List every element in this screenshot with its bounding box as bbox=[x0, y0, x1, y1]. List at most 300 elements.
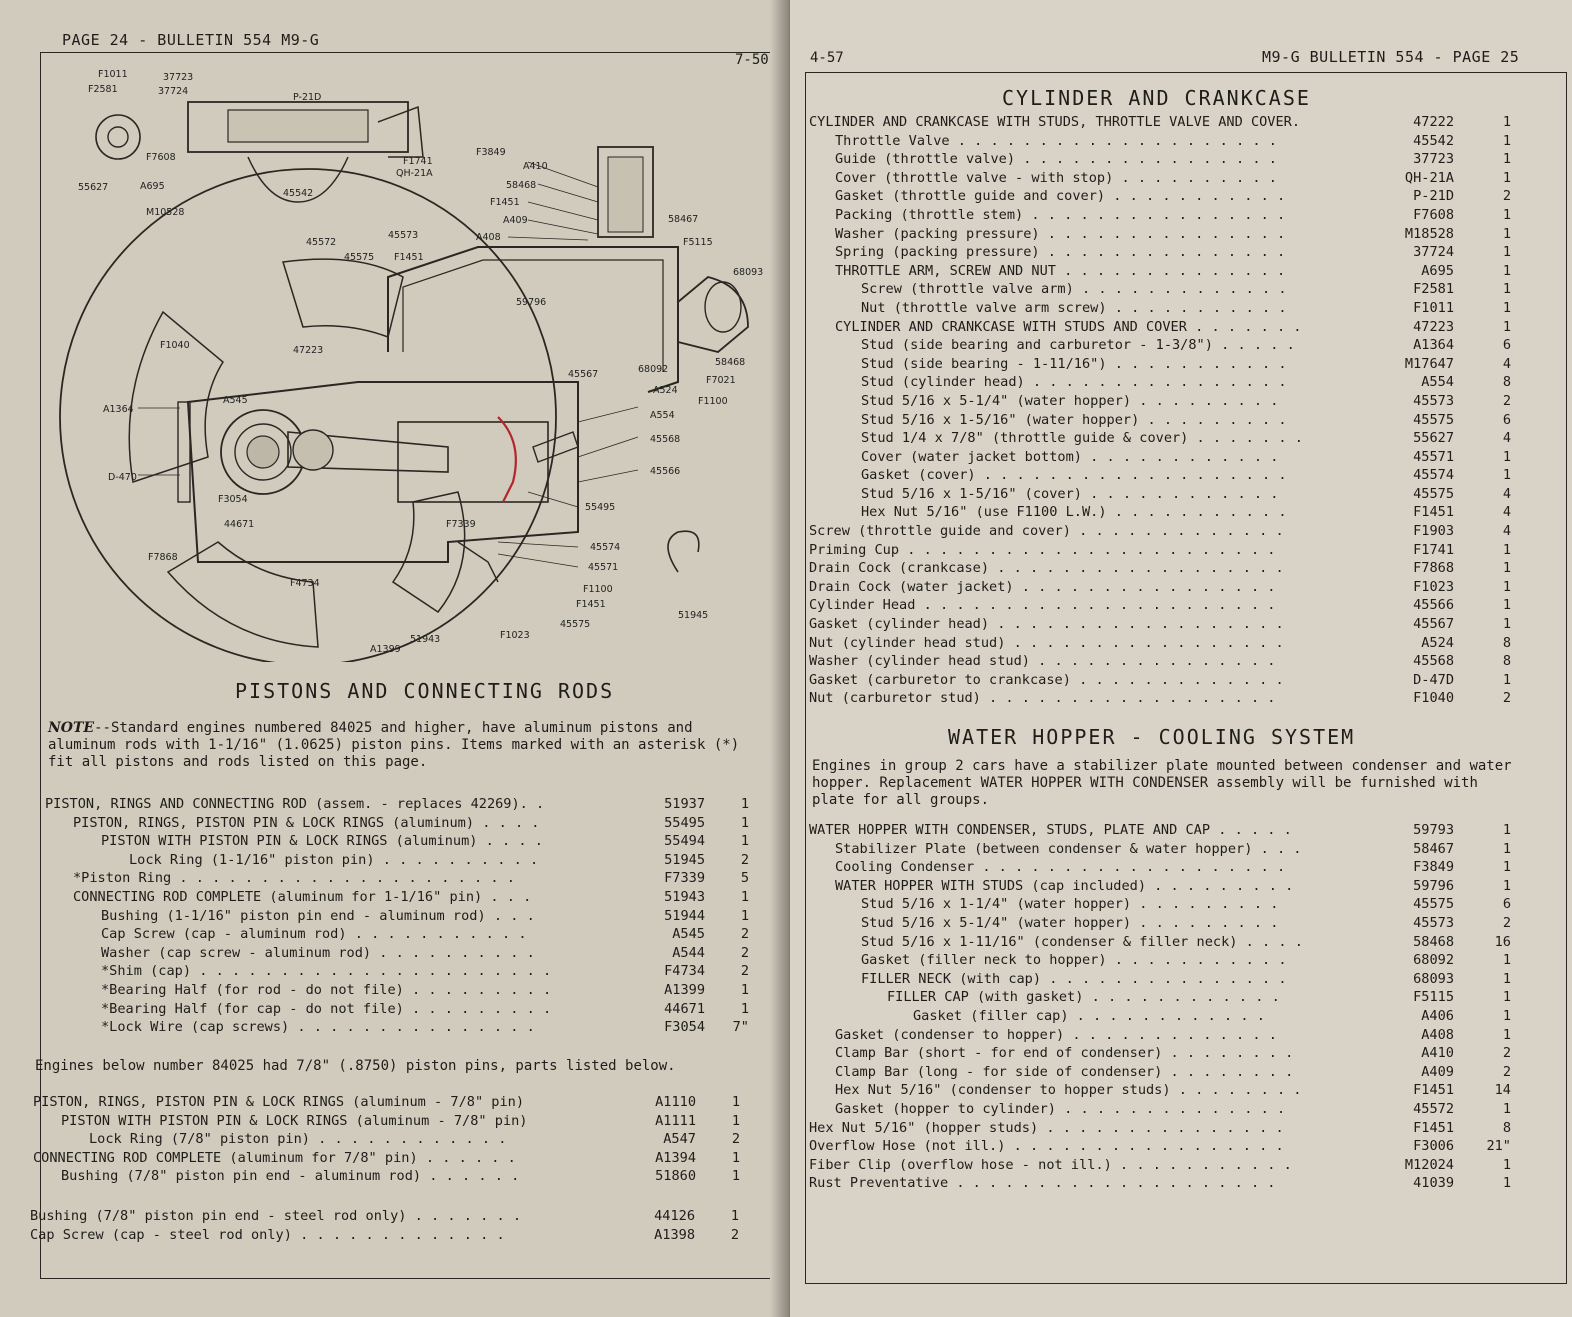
part-number: 45566 bbox=[1413, 597, 1454, 614]
part-quantity: 1 bbox=[731, 1112, 740, 1129]
part-quantity: 6 bbox=[1502, 411, 1511, 428]
part-description: Gasket (filler neck to hopper) . . . . . . . . . . . bbox=[861, 952, 1287, 969]
part-description: Stud 5/16 x 1-5/16" (water hopper) . . . . . . . . . bbox=[861, 411, 1287, 428]
parts-row bbox=[809, 356, 1524, 375]
callout-label: M10528 bbox=[146, 207, 185, 218]
parts-row bbox=[809, 430, 1524, 449]
section-title-pistons: PISTONS AND CONNECTING RODS bbox=[235, 679, 615, 703]
part-quantity: 1 bbox=[1502, 262, 1511, 279]
callout-label: A524 bbox=[653, 385, 678, 396]
parts-row bbox=[45, 1001, 765, 1020]
callout-label: QH-21A bbox=[396, 168, 433, 179]
part-quantity: 1 bbox=[1502, 132, 1511, 149]
part-number: A1110 bbox=[655, 1094, 696, 1110]
part-number: F1023 bbox=[1413, 578, 1454, 595]
part-number: 45573 bbox=[1413, 914, 1454, 931]
callout-label: F3054 bbox=[218, 494, 248, 505]
callout-label: A545 bbox=[223, 395, 248, 406]
part-number: M18528 bbox=[1404, 225, 1454, 242]
parts-row bbox=[809, 467, 1524, 486]
part-number: A409 bbox=[1421, 1063, 1454, 1080]
part-quantity: 4 bbox=[1502, 430, 1511, 447]
part-quantity: 4 bbox=[1502, 504, 1511, 521]
part-quantity: 6 bbox=[1502, 337, 1511, 354]
part-description: Nut (carburetor stud) . . . . . . . . . . . . . . . . . . bbox=[809, 690, 1276, 707]
part-description: Stud 5/16 x 1-5/16" (cover) . . . . . . . . . . . . bbox=[861, 485, 1279, 502]
part-quantity: 1 bbox=[1502, 970, 1511, 987]
parts-row bbox=[45, 945, 765, 964]
part-number: A545 bbox=[672, 926, 705, 943]
part-description: Stud 1/4 x 7/8" (throttle guide & cover) . . . . . . . bbox=[861, 430, 1303, 447]
callout-label: D-470 bbox=[108, 472, 137, 483]
part-quantity: 1 bbox=[740, 888, 749, 905]
part-number: F3054 bbox=[664, 1019, 705, 1036]
part-quantity: 2 bbox=[1502, 1045, 1511, 1062]
part-description: Gasket (condenser to hopper) . . . . . . . . . . . . . bbox=[835, 1026, 1277, 1043]
part-description: *Bearing Half (for rod - do not file) . . . . . . . . . bbox=[101, 981, 552, 998]
callout-label: F4734 bbox=[290, 578, 320, 589]
part-description: CYLINDER AND CRANKCASE WITH STUDS AND COVER . . . . . . . bbox=[835, 318, 1302, 335]
part-description: Screw (throttle valve arm) . . . . . . . . . . . . . bbox=[861, 281, 1287, 298]
note-label: NOTE bbox=[48, 720, 95, 736]
parts-row bbox=[809, 449, 1524, 468]
part-description: CONNECTING ROD COMPLETE (aluminum for 7/8" pin) . . . . . . bbox=[33, 1149, 516, 1166]
part-quantity: 1 bbox=[1502, 244, 1511, 261]
part-description: Cover (throttle valve - with stop) . . . . . . . . . . bbox=[835, 169, 1277, 186]
part-quantity: 1 bbox=[731, 1149, 740, 1166]
parts-row bbox=[45, 852, 765, 871]
parts-row bbox=[809, 1082, 1524, 1101]
part-number: F3849 bbox=[1413, 859, 1454, 876]
part-description: *Piston Ring . . . . . . . . . . . . . . . . . . . . . bbox=[73, 870, 515, 887]
callout-label: A695 bbox=[140, 181, 165, 192]
parts-row bbox=[809, 1120, 1524, 1139]
callout-label: A410 bbox=[523, 161, 548, 172]
part-description: Stud 5/16 x 1-1/4" (water hopper) . . . . . . . . . bbox=[861, 896, 1279, 913]
part-quantity: 1 bbox=[1502, 822, 1511, 838]
part-number: 45575 bbox=[1413, 411, 1454, 428]
part-number: A410 bbox=[1421, 1045, 1454, 1062]
parts-row bbox=[809, 244, 1524, 263]
part-number: 45573 bbox=[1413, 392, 1454, 409]
parts-row bbox=[30, 1227, 760, 1246]
part-description: Bushing (7/8" piston pin end - aluminum rod) . . . . . . bbox=[61, 1168, 520, 1185]
part-quantity: 1 bbox=[740, 907, 749, 924]
part-description: Stabilizer Plate (between condenser & water hopper) . . . bbox=[835, 840, 1302, 857]
callout-label: 68093 bbox=[733, 267, 764, 278]
part-quantity: 1 bbox=[1502, 1175, 1511, 1192]
parts-row bbox=[809, 393, 1524, 412]
part-number: 47223 bbox=[1413, 318, 1454, 335]
parts-row bbox=[809, 133, 1524, 152]
part-description: Stud 5/16 x 5-1/4" (water hopper) . . . . . . . . . bbox=[861, 914, 1279, 931]
part-quantity: 1 bbox=[1502, 448, 1511, 465]
section-title-cylinder: CYLINDER AND CRANKCASE bbox=[1002, 86, 1311, 110]
parts-row bbox=[809, 151, 1524, 170]
parts-row bbox=[809, 635, 1524, 654]
part-quantity: 1 bbox=[1502, 1100, 1511, 1117]
parts-row bbox=[809, 1175, 1524, 1194]
part-description: Gasket (cylinder head) . . . . . . . . . . . . . . . . . . bbox=[809, 616, 1284, 633]
parts-list-steel-rod bbox=[30, 1208, 760, 1245]
part-description: Stud (side bearing and carburetor - 1-3/8") . . . . . bbox=[861, 337, 1295, 354]
callout-label: F1451 bbox=[490, 197, 520, 208]
part-quantity: 1 bbox=[740, 814, 749, 831]
part-quantity: 1 bbox=[1502, 1007, 1511, 1024]
part-number: 45568 bbox=[1413, 653, 1454, 670]
left-page-header: PAGE 24 - BULLETIN 554 M9-G bbox=[62, 31, 320, 49]
part-number: F1011 bbox=[1413, 299, 1454, 316]
parts-row bbox=[809, 1064, 1524, 1083]
callout-label: F7608 bbox=[146, 152, 176, 163]
callout-label: 58468 bbox=[506, 180, 537, 191]
part-number: 58468 bbox=[1413, 933, 1454, 950]
callout-label: F1100 bbox=[583, 584, 613, 595]
part-number: A1399 bbox=[664, 981, 705, 998]
callout-label: 58467 bbox=[668, 214, 699, 225]
part-number: F1451 bbox=[1413, 1082, 1454, 1099]
callout-label: 45572 bbox=[306, 237, 337, 248]
callout-label: F1451 bbox=[576, 599, 606, 610]
water-hopper-note: Engines in group 2 cars have a stabilizer plate mounted between condenser and water hopper. Replacement WATER HOPPER WITH CONDENSER assembly will be furnished with plate for all groups. bbox=[812, 758, 1512, 808]
parts-row bbox=[809, 504, 1524, 523]
parts-row bbox=[809, 822, 1524, 841]
parts-row bbox=[809, 989, 1524, 1008]
part-description: WATER HOPPER WITH CONDENSER, STUDS, PLATE AND CAP . . . . . bbox=[809, 822, 1292, 838]
part-number: 51937 bbox=[664, 796, 705, 812]
part-number: 51944 bbox=[664, 907, 705, 924]
parts-row bbox=[809, 337, 1524, 356]
part-number: 51945 bbox=[664, 851, 705, 868]
callout-label: 47223 bbox=[293, 345, 324, 356]
parts-row bbox=[809, 263, 1524, 282]
callout-label: 55495 bbox=[585, 502, 616, 513]
part-description: Washer (packing pressure) . . . . . . . . . . . . . . . bbox=[835, 225, 1286, 242]
part-number: A524 bbox=[1421, 634, 1454, 651]
callout-label: F1011 bbox=[98, 69, 128, 80]
callout-label: 44671 bbox=[224, 519, 255, 530]
part-description: PISTON WITH PISTON PIN & LOCK RINGS (aluminum - 7/8" pin) bbox=[61, 1112, 528, 1129]
parts-row bbox=[45, 908, 765, 927]
part-description: Stud (side bearing - 1-11/16") . . . . . . . . . . . bbox=[861, 355, 1287, 372]
part-quantity: 1 bbox=[1502, 578, 1511, 595]
callout-label: F1451 bbox=[394, 252, 424, 263]
part-number: 45571 bbox=[1413, 448, 1454, 465]
note-paragraph bbox=[48, 720, 760, 771]
part-description: PISTON WITH PISTON PIN & LOCK RINGS (aluminum) . . . . bbox=[101, 833, 543, 850]
part-number: 41039 bbox=[1413, 1175, 1454, 1192]
parts-row bbox=[809, 486, 1524, 505]
part-description: Guide (throttle valve) . . . . . . . . . . . . . . . . bbox=[835, 151, 1277, 168]
part-number: 55494 bbox=[664, 833, 705, 850]
part-quantity: 1 bbox=[1502, 299, 1511, 316]
part-description: Fiber Clip (overflow hose - not ill.) . . . . . . . . . . . bbox=[809, 1156, 1292, 1173]
part-number: 45542 bbox=[1413, 132, 1454, 149]
part-description: Gasket (filler cap) . . . . . . . . . . . . bbox=[913, 1007, 1265, 1024]
part-quantity: 1 bbox=[731, 1168, 740, 1185]
part-description: Hex Nut 5/16" (hopper studs) . . . . . . . . . . . . . . . bbox=[809, 1119, 1284, 1136]
callout-label: F7868 bbox=[148, 552, 178, 563]
part-description: Drain Cock (crankcase) . . . . . . . . . . . . . . . . . . bbox=[809, 560, 1284, 577]
part-description: Cover (water jacket bottom) . . . . . . . . . . . . bbox=[861, 448, 1279, 465]
part-number: 47222 bbox=[1413, 114, 1454, 130]
part-quantity: 1 bbox=[1502, 151, 1511, 168]
part-number: 45567 bbox=[1413, 616, 1454, 633]
parts-row bbox=[809, 170, 1524, 189]
part-number: A1364 bbox=[1413, 337, 1454, 354]
part-description: Washer (cap screw - aluminum rod) . . . . . . . . . . bbox=[101, 944, 535, 961]
parts-row bbox=[809, 188, 1524, 207]
part-quantity: 6 bbox=[1502, 896, 1511, 913]
part-number: 45575 bbox=[1413, 485, 1454, 502]
callout-label: F7021 bbox=[706, 375, 736, 386]
callout-label: A409 bbox=[503, 215, 528, 226]
part-quantity: 4 bbox=[1502, 485, 1511, 502]
part-number: 45575 bbox=[1413, 896, 1454, 913]
left-corner-date: 7-50 bbox=[735, 52, 769, 68]
callout-label: A554 bbox=[650, 410, 675, 421]
callout-label: A1399 bbox=[370, 644, 401, 655]
callout-label: 55627 bbox=[78, 182, 109, 193]
part-quantity: 1 bbox=[740, 1000, 749, 1017]
part-quantity: 2 bbox=[1502, 392, 1511, 409]
engine-cross-section-diagram bbox=[58, 62, 773, 662]
part-description: Cooling Condenser . . . . . . . . . . . . . . . . . . . bbox=[835, 859, 1286, 876]
part-description: Priming Cup . . . . . . . . . . . . . . . . . . . . . . . bbox=[809, 541, 1276, 558]
part-quantity: 2 bbox=[740, 851, 749, 868]
callout-label: 59796 bbox=[516, 297, 547, 308]
part-quantity: 4 bbox=[1502, 523, 1511, 540]
callout-label: F5115 bbox=[683, 237, 713, 248]
parts-row bbox=[45, 982, 765, 1001]
part-quantity: 2 bbox=[731, 1131, 740, 1148]
part-number: 68092 bbox=[1413, 952, 1454, 969]
part-description: Hex Nut 5/16" (condenser to hopper studs) . . . . . . . . bbox=[835, 1082, 1302, 1099]
part-description: Stud 5/16 x 1-11/16" (condenser & filler neck) . . . . bbox=[861, 933, 1303, 950]
parts-row bbox=[809, 878, 1524, 897]
parts-list-aluminum-1-1-16 bbox=[45, 796, 765, 1038]
part-description: Gasket (carburetor to crankcase) . . . . . . . . . . . . . bbox=[809, 671, 1284, 688]
callout-label: 45568 bbox=[650, 434, 681, 445]
right-page bbox=[790, 0, 1572, 1317]
part-description: PISTON, RINGS AND CONNECTING ROD (assem. - replaces 42269). . bbox=[45, 796, 545, 812]
part-quantity: 1 bbox=[740, 796, 749, 812]
callout-label: 45542 bbox=[283, 188, 314, 199]
engines-below-note: Engines below number 84025 had 7/8" (.8750) piston pins, parts listed below. bbox=[35, 1058, 676, 1074]
callout-label: 51945 bbox=[678, 610, 709, 621]
parts-row bbox=[809, 319, 1524, 338]
part-number: F3006 bbox=[1413, 1138, 1454, 1155]
part-quantity: 1 bbox=[740, 981, 749, 998]
part-description: Overflow Hose (not ill.) . . . . . . . . . . . . . . . . . bbox=[809, 1138, 1284, 1155]
part-description: Spring (packing pressure) . . . . . . . . . . . . . . . bbox=[835, 244, 1286, 261]
part-description: THROTTLE ARM, SCREW AND NUT . . . . . . . . . . . . . . bbox=[835, 262, 1286, 279]
part-quantity: 1 bbox=[1502, 281, 1511, 298]
part-quantity: 1 bbox=[1502, 114, 1511, 130]
parts-row bbox=[45, 796, 765, 815]
parts-row bbox=[45, 963, 765, 982]
part-quantity: 21" bbox=[1486, 1138, 1511, 1155]
part-description: Nut (throttle valve arm screw) . . . . . . . . . . . bbox=[861, 299, 1287, 316]
part-description: Clamp Bar (short - for end of condenser) . . . . . . . . bbox=[835, 1045, 1294, 1062]
callout-label: P-21D bbox=[293, 92, 322, 103]
callout-label: 68092 bbox=[638, 364, 669, 375]
part-description: Packing (throttle stem) . . . . . . . . . . . . . . . . bbox=[835, 206, 1286, 223]
part-description: Clamp Bar (long - for side of condenser) . . . . . . . . bbox=[835, 1063, 1294, 1080]
parts-row bbox=[809, 579, 1524, 598]
part-quantity: 8 bbox=[1502, 634, 1511, 651]
part-quantity: 2 bbox=[1502, 1063, 1511, 1080]
parts-row bbox=[30, 1208, 760, 1227]
part-quantity: 1 bbox=[730, 1208, 739, 1224]
part-number: 44671 bbox=[664, 1000, 705, 1017]
part-number: 37724 bbox=[1413, 244, 1454, 261]
parts-row bbox=[809, 300, 1524, 319]
part-description: Cylinder Head . . . . . . . . . . . . . . . . . . . . . . bbox=[809, 597, 1276, 614]
part-number: 51860 bbox=[655, 1168, 696, 1185]
part-quantity: 14 bbox=[1494, 1082, 1511, 1099]
right-page-header: M9-G BULLETIN 554 - PAGE 25 bbox=[1262, 48, 1520, 66]
part-quantity: 1 bbox=[1502, 169, 1511, 186]
part-quantity: 1 bbox=[1502, 467, 1511, 484]
callout-label: 45566 bbox=[650, 466, 681, 477]
parts-row bbox=[809, 597, 1524, 616]
part-description: Cap Screw (cap - steel rod only) . . . . . . . . . . . . . bbox=[30, 1226, 505, 1243]
part-number: F1451 bbox=[1413, 1119, 1454, 1136]
part-number: 55495 bbox=[664, 814, 705, 831]
part-number: D-47D bbox=[1413, 671, 1454, 688]
part-number: 37723 bbox=[1413, 151, 1454, 168]
part-quantity: 1 bbox=[1502, 952, 1511, 969]
parts-row bbox=[45, 889, 765, 908]
part-description: Rust Preventative . . . . . . . . . . . . . . . . . . . . bbox=[809, 1175, 1276, 1192]
part-description: CONNECTING ROD COMPLETE (aluminum for 1-1/16" pin) . . . bbox=[73, 888, 532, 905]
part-number: 45572 bbox=[1413, 1100, 1454, 1117]
part-description: Bushing (7/8" piston pin end - steel rod only) . . . . . . . bbox=[30, 1208, 522, 1224]
part-number: QH-21A bbox=[1404, 169, 1454, 186]
part-quantity: 5 bbox=[740, 870, 749, 887]
part-number: 45574 bbox=[1413, 467, 1454, 484]
part-number: F5115 bbox=[1413, 989, 1454, 1006]
part-number: F1741 bbox=[1413, 541, 1454, 558]
part-description: FILLER CAP (with gasket) . . . . . . . . . . . . bbox=[887, 989, 1280, 1006]
part-quantity: 8 bbox=[1502, 653, 1511, 670]
callout-label: 37723 bbox=[163, 72, 194, 83]
part-description: *Shim (cap) . . . . . . . . . . . . . . . . . . . . . . bbox=[101, 963, 552, 980]
parts-row bbox=[33, 1131, 763, 1150]
part-number: F7339 bbox=[664, 870, 705, 887]
part-number: F1451 bbox=[1413, 504, 1454, 521]
callout-label: 45567 bbox=[568, 369, 599, 380]
callout-label: F2581 bbox=[88, 84, 118, 95]
parts-list-cylinder-crankcase bbox=[809, 114, 1524, 709]
parts-row bbox=[809, 114, 1524, 133]
part-number: A695 bbox=[1421, 262, 1454, 279]
part-number: A406 bbox=[1421, 1007, 1454, 1024]
callout-label: F1741 bbox=[403, 156, 433, 167]
parts-row bbox=[809, 1157, 1524, 1176]
part-description: Lock Ring (1-1/16" piston pin) . . . . . . . . . . bbox=[129, 851, 539, 868]
parts-row bbox=[809, 207, 1524, 226]
part-description: Hex Nut 5/16" (use F1100 L.W.) . . . . . . . . . . . bbox=[861, 504, 1287, 521]
parts-row bbox=[33, 1168, 763, 1187]
parts-row bbox=[809, 560, 1524, 579]
callout-label: F3849 bbox=[476, 147, 506, 158]
parts-row bbox=[45, 870, 765, 889]
part-quantity: 1 bbox=[1502, 989, 1511, 1006]
part-number: A547 bbox=[663, 1131, 696, 1148]
callout-label: A1364 bbox=[103, 404, 134, 415]
part-number: F1040 bbox=[1413, 690, 1454, 707]
part-quantity: 2 bbox=[740, 944, 749, 961]
part-description: Nut (cylinder head stud) . . . . . . . . . . . . . . . . . bbox=[809, 634, 1284, 651]
parts-row bbox=[809, 653, 1524, 672]
parts-row bbox=[809, 859, 1524, 878]
parts-row bbox=[809, 690, 1524, 709]
part-number: A544 bbox=[672, 944, 705, 961]
part-description: Drain Cock (water jacket) . . . . . . . . . . . . . . . . bbox=[809, 578, 1276, 595]
callout-label: 37724 bbox=[158, 86, 189, 97]
part-quantity: 1 bbox=[1502, 671, 1511, 688]
parts-row bbox=[809, 1045, 1524, 1064]
part-number: A1398 bbox=[654, 1226, 695, 1243]
part-quantity: 1 bbox=[731, 1094, 740, 1110]
part-quantity: 2 bbox=[740, 926, 749, 943]
part-quantity: 1 bbox=[1502, 597, 1511, 614]
part-quantity: 4 bbox=[1502, 355, 1511, 372]
callout-label: 45574 bbox=[590, 542, 621, 553]
parts-row bbox=[45, 815, 765, 834]
parts-row bbox=[45, 1019, 765, 1038]
part-number: A1111 bbox=[655, 1112, 696, 1129]
parts-row bbox=[809, 542, 1524, 561]
callout-label: F1040 bbox=[160, 340, 190, 351]
right-corner-date: 4-57 bbox=[810, 50, 844, 66]
part-number: 68093 bbox=[1413, 970, 1454, 987]
parts-row bbox=[809, 523, 1524, 542]
part-quantity: 1 bbox=[1502, 1156, 1511, 1173]
part-quantity: 1 bbox=[1502, 318, 1511, 335]
callout-label: 45575 bbox=[344, 252, 375, 263]
part-quantity: 2 bbox=[740, 963, 749, 980]
parts-row bbox=[809, 374, 1524, 393]
parts-row bbox=[809, 1008, 1524, 1027]
part-quantity: 16 bbox=[1494, 933, 1511, 950]
part-description: PISTON, RINGS, PISTON PIN & LOCK RINGS (aluminum) . . . . bbox=[73, 814, 540, 831]
part-description: Gasket (hopper to cylinder) . . . . . . . . . . . . . . bbox=[835, 1100, 1286, 1117]
part-description: *Lock Wire (cap screws) . . . . . . . . . . . . . . . bbox=[101, 1019, 535, 1036]
part-quantity: 1 bbox=[1502, 840, 1511, 857]
parts-row bbox=[809, 952, 1524, 971]
part-description: WATER HOPPER WITH STUDS (cap included) . . . . . . . . . bbox=[835, 877, 1294, 894]
part-description: Throttle Valve . . . . . . . . . . . . . . . . . . . . bbox=[835, 132, 1277, 149]
part-quantity: 1 bbox=[1502, 859, 1511, 876]
part-number: A1394 bbox=[655, 1149, 696, 1166]
part-description: Bushing (1-1/16" piston pin end - aluminum rod) . . . bbox=[101, 907, 535, 924]
part-number: 55627 bbox=[1413, 430, 1454, 447]
part-description: Cap Screw (cap - aluminum rod) . . . . . . . . . . . bbox=[101, 926, 527, 943]
parts-row bbox=[809, 1101, 1524, 1120]
part-quantity: 2 bbox=[730, 1226, 739, 1243]
part-description: *Bearing Half (for cap - do not file) . . . . . . . . . bbox=[101, 1000, 552, 1017]
note-text: --Standard engines numbered 84025 and higher, have aluminum pistons and aluminum rods with 1-1/16" (1.0625) piston pins. Items marked with an asterisk (*) fit all pistons and rods listed on this page. bbox=[48, 720, 740, 770]
part-number: M12024 bbox=[1404, 1156, 1454, 1173]
parts-row bbox=[33, 1113, 763, 1132]
part-number: A554 bbox=[1421, 374, 1454, 391]
parts-row bbox=[809, 1138, 1524, 1157]
parts-row bbox=[809, 934, 1524, 953]
part-quantity: 1 bbox=[1502, 560, 1511, 577]
